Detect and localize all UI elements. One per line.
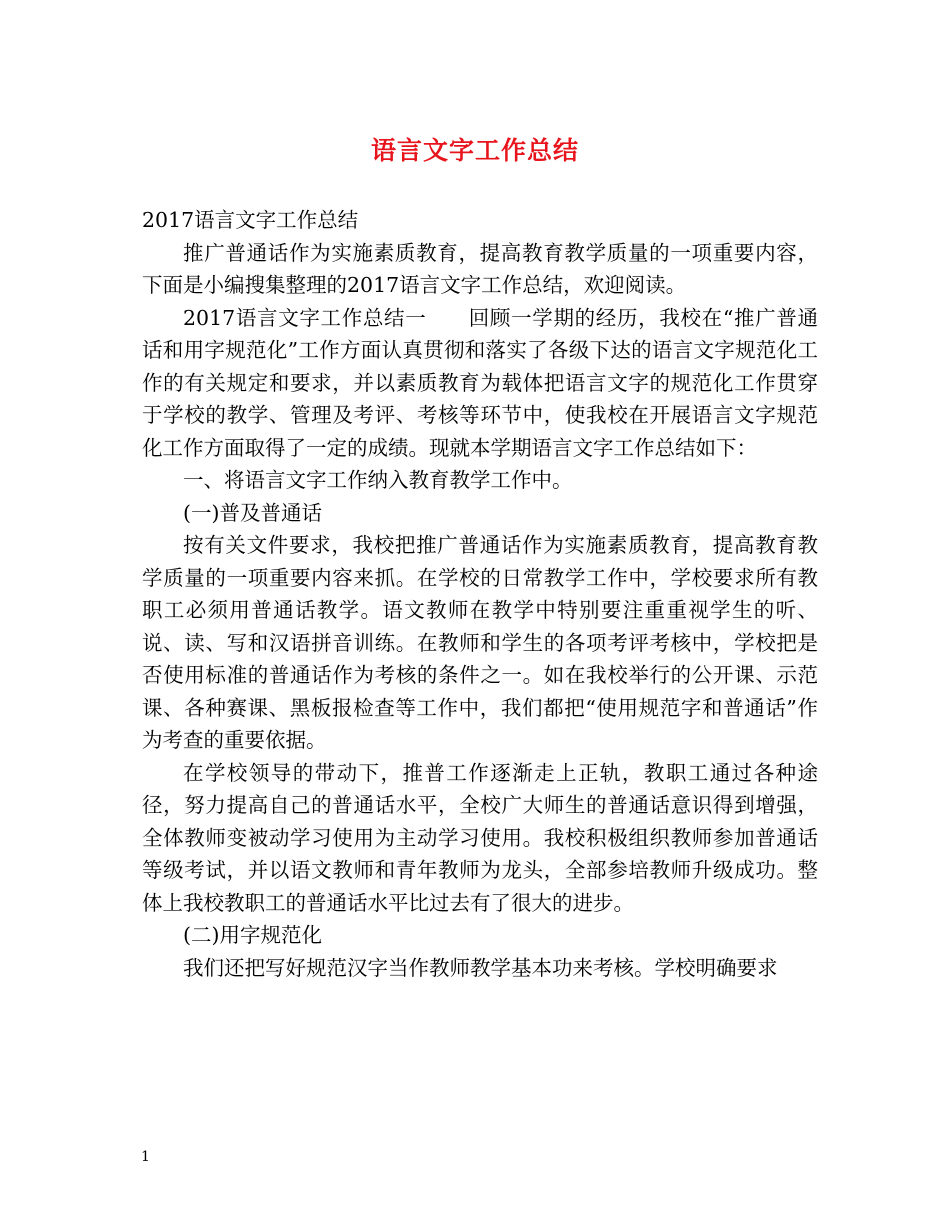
paragraph-intro: 推广普通话作为实施素质教育，提高教育教学质量的一项重要内容，下面是小编搜集整理的2017语言文字工作总结，欢迎阅读。 [142, 240, 818, 297]
subsection-heading-1: (一)普及普通话 [183, 500, 322, 525]
paragraph-progress: 在学校领导的带动下，推普工作逐渐走上正轨，教职工通过各种途径，努力提高自己的普通话水平，全校广大师生的普通话意识得到增强，全体教师变被动学习使用为主动学习使用。我校积极组织教师参加普通话等级考试，并以语文教师和青年教师为龙头，全部参培教师升级成功。整体上我校教职工的普通话水平比过去有了很大的进步。 [142, 760, 818, 915]
paragraph-writing: 我们还把写好规范汉字当作教师教学基本功来考核。学校明确要求 [183, 955, 778, 980]
paragraph-putonghua: 按有关文件要求，我校把推广普通话作为实施素质教育，提高教育教学质量的一项重要内容来抓。在学校的日常教学工作中，学校要求所有教职工必须用普通话教学。语文教师在教学中特别要注重重视学生的听、说、读、写和汉语拼音训练。在教师和学生的各项考评考核中，学校把是否使用标准的普通话作为考核的条件之一。如在我校举行的公开课、示范课、各种赛课、黑板报检查等工作中，我们都把“使用规范字和普通话”作为考查的重要依据。 [142, 533, 818, 752]
page-number: 1 [141, 1149, 150, 1165]
document-body [142, 204, 818, 984]
document-title: 语言文字工作总结 [370, 136, 579, 165]
subtitle-line: 2017语言文字工作总结 [142, 208, 359, 232]
section-heading: 一、将语言文字工作纳入教育教学工作中。 [183, 468, 573, 492]
paragraph-summary-one: 2017语言文字工作总结一 回顾一学期的经历，我校在“推广普通话和用字规范化”工作方面认真贯彻和落实了各级下达的语言文字规范化工作的有关规定和要求，并以素质教育为载体把语言文字的规范化工作贯穿于学校的教学、管理及考评、考核等环节中，使我校在开展语言文字规范化工作方面取得了一定的成绩。现就本学期语言文字工作总结如下： [142, 305, 818, 460]
subsection-heading-2: (二)用字规范化 [183, 923, 322, 947]
